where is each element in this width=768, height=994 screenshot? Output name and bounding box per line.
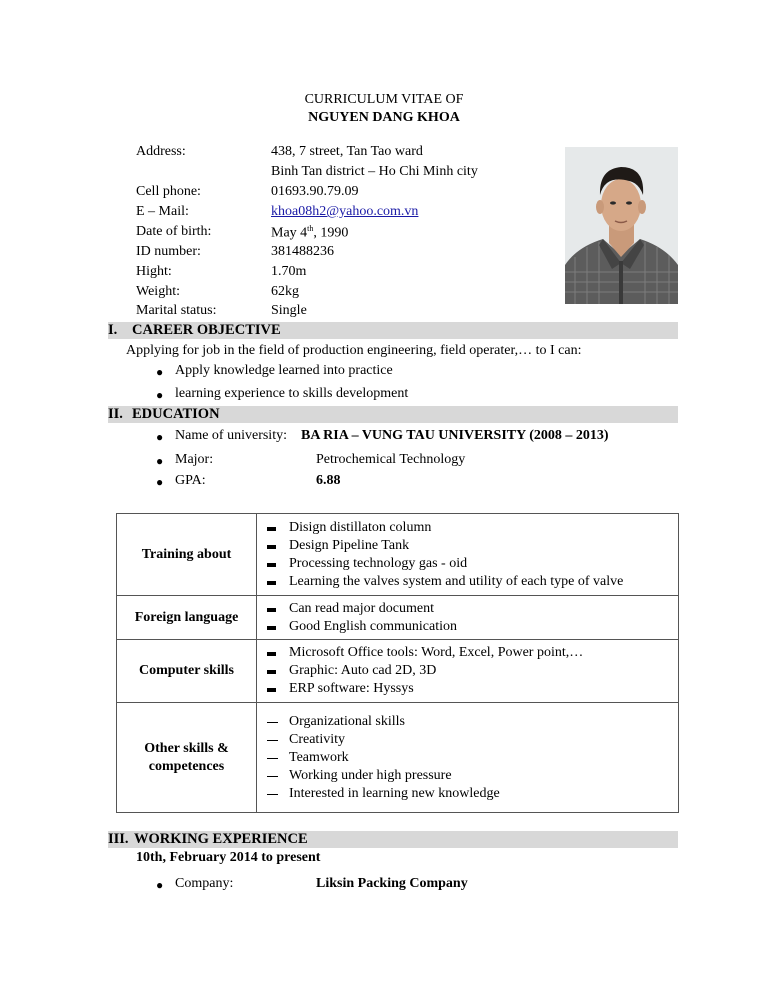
training-items (257, 514, 679, 596)
square-bullet-icon (267, 563, 276, 567)
item-text: Working under high pressure (289, 767, 452, 783)
dash-bullet-icon (267, 722, 278, 724)
major-value: Petrochemical Technology (316, 452, 466, 467)
major-label: Major: (175, 452, 214, 467)
marital-label: Marital status: (136, 303, 217, 318)
list-item (263, 573, 678, 591)
weight-label: Weight: (136, 284, 180, 299)
address-line1: 438, 7 street, Tan Tao ward (271, 144, 423, 159)
section-education (108, 406, 678, 423)
experience-period: 10th, February 2014 to present (136, 850, 321, 865)
email-label: E – Mail: (136, 204, 189, 219)
list-item (263, 519, 678, 537)
career-bullet: learning experience to skills development (175, 386, 409, 401)
list-item (263, 713, 678, 731)
list-item (263, 680, 678, 698)
list-item (263, 555, 678, 573)
section-title: EDUCATION (132, 406, 220, 422)
list-item (263, 618, 678, 636)
phone-value: 01693.90.79.09 (271, 184, 359, 199)
university-label: Name of university: (175, 428, 287, 443)
square-bullet-icon (267, 626, 276, 630)
height-value: 1.70m (271, 264, 307, 279)
table-row (117, 596, 679, 640)
list-item (263, 767, 678, 785)
address-label: Address: (136, 144, 186, 159)
dash-bullet-icon (267, 776, 278, 778)
item-text: Graphic: Auto cad 2D, 3D (289, 663, 437, 678)
item-text: Can read major document (289, 600, 435, 616)
list-item (263, 785, 678, 803)
list-item (263, 644, 678, 662)
square-bullet-icon (267, 608, 276, 612)
table-row (117, 703, 679, 813)
list-item (263, 537, 678, 555)
dob-year: , 1990 (313, 225, 349, 241)
item-text: Microsoft Office tools: Word, Excel, Power point,… (289, 645, 584, 660)
item-text: Good English communication (289, 618, 457, 634)
section-number: III. (108, 831, 129, 847)
square-bullet-icon (267, 581, 276, 585)
bullet-icon: ● (156, 388, 164, 402)
profile-photo (565, 147, 678, 304)
gpa-value: 6.88 (316, 473, 341, 488)
address-line2: Binh Tan district – Ho Chi Minh city (271, 164, 478, 179)
list-item (263, 600, 678, 618)
table-row (117, 640, 679, 703)
bullet-icon: ● (156, 454, 164, 468)
weight-value: 62kg (271, 284, 299, 299)
career-intro: Applying for job in the field of production engineering, field operater,… to I can: (126, 343, 582, 358)
section-title: CAREER OBJECTIVE (132, 322, 281, 338)
bullet-icon: ● (156, 878, 164, 892)
item-text: Creativity (289, 731, 345, 747)
dash-bullet-icon (267, 740, 278, 742)
square-bullet-icon (267, 527, 276, 531)
gpa-label: GPA: (175, 473, 206, 488)
item-text: Organizational skills (289, 713, 405, 729)
dob-value (271, 224, 348, 242)
computer-category: Computer skills (117, 640, 257, 703)
cv-name: NGUYEN DANG KHOA (308, 110, 460, 125)
list-item (263, 731, 678, 749)
dash-bullet-icon (267, 758, 278, 760)
table-row (117, 514, 679, 596)
square-bullet-icon (267, 545, 276, 549)
item-text: Disign distillaton column (289, 519, 432, 535)
section-number: II. (108, 406, 123, 422)
other-skills-items (257, 703, 679, 813)
company-label: Company: (175, 876, 234, 891)
cv-title: CURRICULUM VITAE OF (304, 92, 464, 107)
email-link[interactable]: khoa08h2@yahoo.com.vn (271, 204, 419, 219)
university-value: BA RIA – VUNG TAU UNIVERSITY (2008 – 2013) (301, 428, 609, 443)
company-value: Liksin Packing Company (316, 876, 468, 891)
list-item (263, 662, 678, 680)
item-text: Teamwork (289, 749, 349, 765)
computer-items (257, 640, 679, 703)
training-category: Training about (117, 514, 257, 596)
id-label: ID number: (136, 244, 201, 259)
language-items (257, 596, 679, 640)
item-text: Interested in learning new knowledge (289, 785, 500, 801)
list-item (263, 749, 678, 767)
category-line: competences (148, 758, 225, 774)
dob-suffix: th (307, 224, 314, 233)
section-title: WORKING EXPERIENCE (134, 831, 308, 847)
category-line: Other skills & (144, 740, 229, 756)
item-text: Processing technology gas - oid (289, 555, 468, 571)
dash-bullet-icon (267, 794, 278, 796)
section-working-experience (108, 831, 678, 848)
height-label: Hight: (136, 264, 172, 279)
dob-month-day: May 4 (271, 225, 308, 241)
item-text: ERP software: Hyssys (289, 681, 414, 696)
marital-value: Single (271, 303, 307, 318)
career-bullet: Apply knowledge learned into practice (175, 363, 393, 378)
other-skills-category (117, 703, 257, 813)
square-bullet-icon (267, 670, 276, 674)
phone-label: Cell phone: (136, 184, 201, 199)
item-text: Design Pipeline Tank (289, 537, 410, 553)
bullet-icon: ● (156, 430, 164, 444)
section-career-objective (108, 322, 678, 339)
language-category: Foreign language (117, 596, 257, 640)
square-bullet-icon (267, 688, 276, 692)
bullet-icon: ● (156, 365, 164, 379)
item-text: Learning the valves system and utility of each type of valve (289, 573, 624, 589)
section-number: I. (108, 322, 118, 338)
skills-table (116, 513, 679, 813)
square-bullet-icon (267, 652, 276, 656)
bullet-icon: ● (156, 475, 164, 489)
dob-label: Date of birth: (136, 224, 212, 239)
id-value: 381488236 (271, 244, 334, 259)
